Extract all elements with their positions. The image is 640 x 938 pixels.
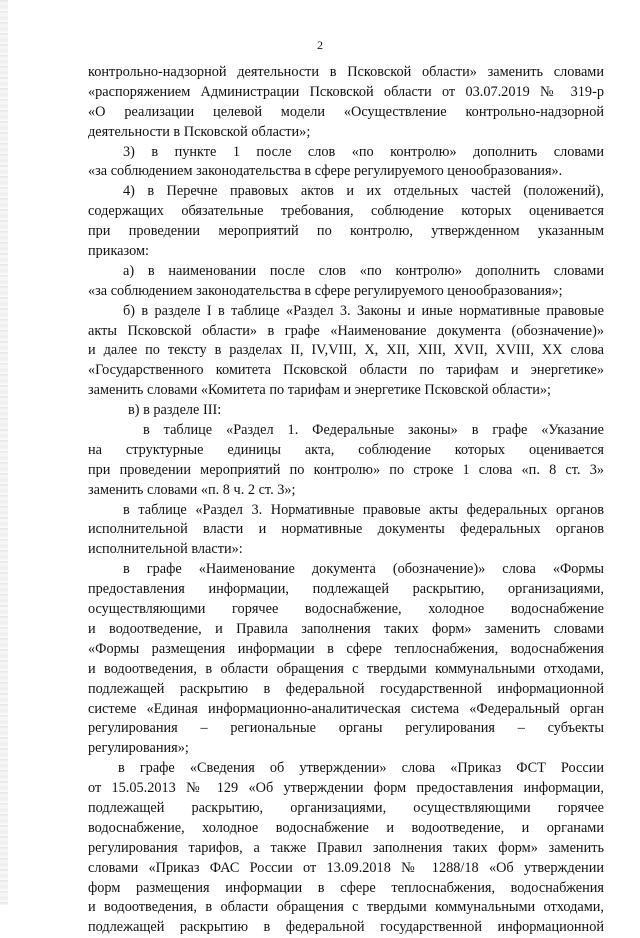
text-line: «Государственного комитета Псковской области по тарифам и энергетике» <box>88 362 604 379</box>
text-line: в таблице «Раздел 1. Федеральные законы» в графе «Указание <box>143 422 604 439</box>
text-line: «за соблюдением законодательства в сфере регулируемого ценообразования». <box>88 163 563 180</box>
text-line: и водоотведения, в области обращения с твердыми коммунальными отходами, <box>88 899 604 916</box>
text-line: «Формы размещения информации в сфере теплоснабжения, водоснабжения <box>88 640 604 657</box>
text-line: на структурные единицы акта, соблюдение которых оценивается <box>88 441 604 458</box>
page-number: 2 <box>317 38 323 52</box>
text-line: «за соблюдением законодательства в сфере регулируемого ценообразования»; <box>88 282 563 299</box>
text-line: в графе «Наименование документа (обозначение)» слова «Формы <box>123 561 604 578</box>
text-line: «О реализации целевой модели «Осуществление контрольно-надзорной <box>88 103 604 120</box>
text-line: подлежащей раскрытию в федеральной государственной информационной <box>88 680 604 697</box>
text-line: при проведении мероприятий по контролю, утвержденном указанным <box>88 223 604 240</box>
text-line: регулирования – региональные органы регулирования – субъекты <box>88 720 604 737</box>
text-line: словами «Приказ ФАС России от 13.09.2018 № 1288/18 «Об утверждении <box>88 859 604 876</box>
text-line: системе «Единая информационно-аналитическая система «Федеральный орган <box>88 700 604 717</box>
text-line: а) в наименовании после слов «по контролю» дополнить словами <box>123 262 604 279</box>
text-line: деятельности в Псковской области»; <box>88 123 311 140</box>
text-line: регулирования»; <box>88 740 189 757</box>
text-line: в) в разделе III: <box>128 402 222 419</box>
text-line: предоставления информации, подлежащей раскрытию, организациями, <box>88 581 604 598</box>
text-line: акты Псковской области» в графе «Наименование документа (обозначение)» <box>88 322 604 339</box>
text-line: в таблице «Раздел 3. Нормативные правовые акты федеральных органов <box>123 501 604 518</box>
text-line: подлежащей раскрытию, организациями, осуществляющими горячее <box>88 799 604 816</box>
text-line: форм размещения информации в сфере теплоснабжения, водоснабжения <box>88 879 604 896</box>
text-line: заменить словами «Комитета по тарифам и энергетике Псковской области»; <box>88 382 551 399</box>
text-line: водоснабжение, холодное водоснабжение и водоотведение, и органами <box>88 819 604 836</box>
text-line: «распоряжением Администрации Псковской области от 03.07.2019 № 319-р <box>88 83 604 100</box>
text-line: в графе «Сведения об утверждении» слова «Приказ ФСТ России <box>118 760 604 777</box>
text-line: заменить словами «п. 8 ч. 2 ст. 3»; <box>88 481 296 498</box>
text-line: осуществляющими горячее водоснабжение, холодное водоснабжение <box>88 601 604 618</box>
scan-edge-shadow <box>0 0 8 905</box>
text-line: от 15.05.2013 № 129 «Об утверждении форм предоставления информации, <box>88 780 604 797</box>
text-line: исполнительной власти и нормативные документы федеральных органов <box>88 521 604 538</box>
text-line: контрольно-надзорной деятельности в Псковской области» заменить словами <box>88 64 604 80</box>
text-line: и водоотведения, в области обращения с твердыми коммунальными отходами, <box>88 660 604 677</box>
text-line: 3) в пункте 1 после слов «по контролю» дополнить словами <box>123 143 604 160</box>
body-text <box>88 63 604 938</box>
text-line: 4) в Перечне правовых актов и их отдельных частей (положений), <box>123 183 604 200</box>
text-line: приказом: <box>88 243 149 260</box>
text-line: подлежащей раскрытию в федеральной государственной информационной <box>88 919 604 936</box>
text-line: б) в разделе I в таблице «Раздел 3. Законы и иные нормативные правовые <box>123 302 604 319</box>
text-line: исполнительной власти»: <box>88 541 243 558</box>
text-line: регулирования тарифов, а также Правил заполнения таких форм» заменить <box>88 839 604 856</box>
text-line: и далее по тексту в разделах II, IV,VIII, X, XII, XIII, XVII, XVIII, XX слова <box>88 342 604 359</box>
text-line: при проведении мероприятий по контролю» по строке 1 слова «п. 8 ст. 3» <box>88 461 604 478</box>
text-line: содержащих обязательные требования, соблюдение которых оценивается <box>88 203 604 220</box>
text-line: и водоотведение, и Правила заполнения таких форм» заменить словами <box>88 620 604 637</box>
